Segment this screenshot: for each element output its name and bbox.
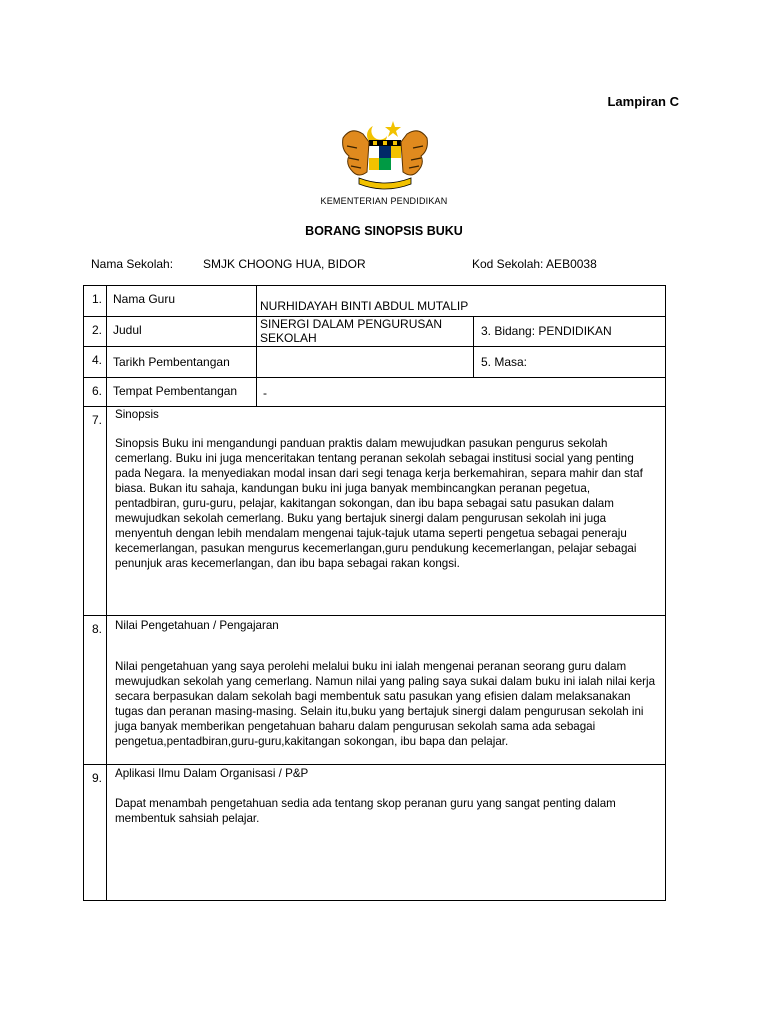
title-label: Judul <box>106 316 256 346</box>
row-number: 6. <box>83 377 106 406</box>
knowledge-value-label: Nilai Pengetahuan / Pengajaran <box>115 619 279 632</box>
synopsis-text: Sinopsis Buku ini mengandungi panduan praktis dalam mewujudkan pasukan pengurus sekolah cemerlang. Buku ini juga menceritakan tentang peranan sekolah sebagai institusi social yang penting pada Negara. Ia menyediakan modal insan dari segi tenaga kerja berkemahiran, separa mahir dan staf biasa. Bukan itu sahaja, kandungan buku ini juga banyak membincangkan peranan pegetua, pentadbiran, guru-guru, pelajar, kakitangan sokongan, dan ibu bapa sebagai satu pasukan dalam mewujudkan sekolah cemerlang. Buku yang bertajuk sinergi dalam pengurusan sekolah ini juga menyentuh dengan lebih mendalam mengenai tajuk-tajuk utama seperti pengetua sebagai peneraju kecemerlangan, pasukan mengurus kecemerlangan,guru pendukung kecemerlangan, pelajar sebagai penunjuk aras kecemerlangan, dan ibu bapa sebagai rakan kongsi. <box>115 437 643 570</box>
ministry-name: KEMENTERIAN PENDIDIKAN <box>320 196 448 206</box>
presentation-date-field[interactable] <box>256 346 473 377</box>
school-name-value: SMJK CHOONG HUA, BIDOR <box>203 257 366 271</box>
row-number: 2. <box>83 316 106 346</box>
knowledge-application-section[interactable] <box>106 764 666 901</box>
synopsis-section[interactable] <box>106 406 666 615</box>
row-number: 9. <box>83 764 106 901</box>
teacher-name-field[interactable]: NURHIDAYAH BINTI ABDUL MUTALIP <box>256 285 666 316</box>
malaysia-coat-of-arms-icon <box>333 116 437 192</box>
form-title: BORANG SINOPSIS BUKU <box>305 224 463 238</box>
row-number: 1. <box>83 285 106 316</box>
row-number: 4. <box>83 346 106 377</box>
time-field[interactable]: 5. Masa: <box>473 346 666 377</box>
presentation-venue-field[interactable]: - <box>256 377 666 406</box>
knowledge-value-text: Nilai pengetahuan yang saya perolehi melalui buku ini ialah mengenai peranan seorang guru dalam mewujudkan sekolah yang cemerlang. Namun nilai yang paling saya sukai dalam buku ini ialah nilai kerja secara berpasukan dalam sekolah bagi membentuk satu pasukan yang efisien dalam melaksanakan tugas dan peranan masing-masing. Selain itu,buku yang bertajuk sinergi dalam pengurusan sekolah ini juga banyak memberikan pengetahuan baharu dalam pengurusan sekolah sama ada sebagai pengetua,pentadbiran,guru-guru,kakitangan sokongan, ibu bapa dan pelajar. <box>115 660 656 748</box>
lampiran-label: Lampiran C <box>607 94 679 109</box>
knowledge-application-label: Aplikasi Ilmu Dalam Organisasi / P&P <box>115 767 309 780</box>
book-title-field[interactable]: SINERGI DALAM PENGURUSAN SEKOLAH <box>256 316 473 346</box>
synopsis-label: Sinopsis <box>115 408 159 421</box>
knowledge-value-section[interactable] <box>106 615 666 764</box>
row-number: 8. <box>83 615 106 764</box>
field-area[interactable]: 3. Bidang: PENDIDIKAN <box>473 316 666 346</box>
school-code: Kod Sekolah: AEB0038 <box>472 257 597 271</box>
knowledge-application-text: Dapat menambah pengetahuan sedia ada tentang skop peranan guru yang sangat penting dalam membentuk sahsiah pelajar. <box>115 797 616 825</box>
synopsis-form-table <box>83 285 666 901</box>
presentation-date-label: Tarikh Pembentangan <box>106 346 256 377</box>
presentation-venue-label: Tempat Pembentangan <box>106 377 256 406</box>
school-name-label: Nama Sekolah: <box>91 257 174 271</box>
teacher-name-label: Nama Guru <box>106 285 256 316</box>
row-number: 7. <box>83 406 106 615</box>
